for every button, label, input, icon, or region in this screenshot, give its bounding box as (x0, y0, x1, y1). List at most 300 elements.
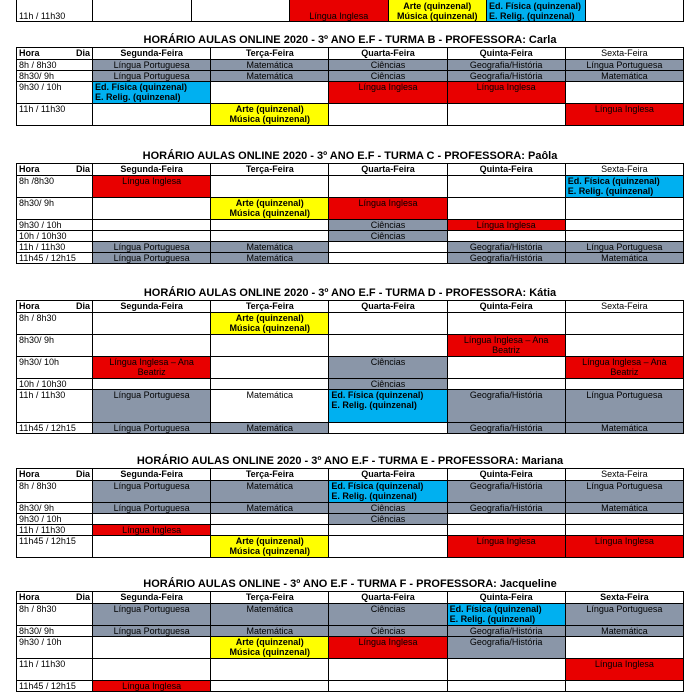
time-slot: 11h / 11h30 (17, 390, 93, 423)
schedule-cell (447, 313, 565, 335)
schedule-cell (329, 242, 447, 253)
subject-label: Matemática (246, 626, 294, 636)
schedule-cell (93, 242, 211, 253)
schedule-cell (447, 231, 565, 242)
schedule-cell (211, 659, 329, 681)
schedule-cell (565, 390, 683, 423)
day-header: Sexta-Feira (565, 48, 683, 60)
subject-label: Matemática (246, 60, 294, 70)
schedule-cell (565, 253, 683, 264)
subject-label: Beatriz (610, 367, 639, 377)
schedule-cell (211, 637, 329, 659)
time-slot: 11h / 11h30 (17, 659, 93, 681)
day-header: Quinta-Feira (447, 301, 565, 313)
subject-label: Língua Inglesa (594, 104, 654, 114)
table-row (17, 220, 684, 231)
schedule-cell (329, 253, 447, 264)
schedule-cell (565, 357, 683, 379)
schedule-cell (93, 60, 211, 71)
table-row (17, 176, 684, 198)
subject-label: Geografia/História (469, 503, 543, 513)
schedule-cell (565, 71, 683, 82)
time-slot: 8h / 8h30 (17, 481, 93, 503)
schedule-title: HORÁRIO AULAS ONLINE 2020 - 3º ANO E.F - TURMA B - PROFESSORA: Carla (143, 34, 557, 46)
time-slot: 8h30/ 9h (17, 71, 93, 82)
time-slot: 11h / 11h30 (17, 0, 93, 22)
schedule-cell (447, 335, 565, 357)
hora-dia-header (17, 48, 93, 60)
schedule-cell (565, 60, 683, 71)
hora-label: Hora (19, 592, 40, 602)
schedule-title: HORÁRIO AULAS ONLINE 2020 - 3º ANO E.F - TURMA E - PROFESSORA: Mariana (136, 455, 564, 467)
subject-label: Língua Portuguesa (113, 253, 190, 263)
day-header: Quinta-Feira (447, 469, 565, 481)
subject-label: Língua Portuguesa (113, 481, 190, 491)
subject-label: Matemática (601, 626, 648, 636)
time-slot: 11h / 11h30 (17, 525, 93, 536)
subject-label: Arte (quinzenal) (403, 1, 472, 11)
time-slot: 9h30 / 10h (17, 82, 93, 104)
subject-label: Ciências (370, 514, 406, 524)
schedule-cell (447, 198, 565, 220)
schedule-cell (93, 637, 211, 659)
schedule-cell (565, 514, 683, 525)
table-row (17, 637, 684, 659)
schedule-cell (211, 604, 329, 626)
schedule-cell (329, 423, 447, 434)
schedule-cell (447, 220, 565, 231)
subject-label: Música (quinzenal) (396, 11, 478, 21)
schedule-cell (93, 423, 211, 434)
schedule-cell (93, 0, 192, 22)
subject-label: Ciências (370, 60, 406, 70)
schedule-table (16, 163, 684, 264)
schedule-table (16, 468, 684, 558)
schedule-cell (388, 0, 487, 22)
schedule-cell (565, 82, 683, 104)
subject-label: E. Relig. (quinzenal) (567, 186, 654, 196)
table-row (17, 525, 684, 536)
time-slot: 8h /8h30 (17, 176, 93, 198)
schedule-cell (211, 626, 329, 637)
schedule-cell (211, 503, 329, 514)
subject-label: Língua Inglesa (122, 681, 182, 691)
schedule-cell (329, 626, 447, 637)
subject-label: Ed. Física (quinzenal) (449, 604, 542, 614)
subject-label: Geografia/História (469, 637, 543, 647)
schedule-cell (329, 357, 447, 379)
schedule-cell (329, 637, 447, 659)
schedule-cell (93, 82, 211, 104)
schedule-cell (211, 60, 329, 71)
subject-label: E. Relig. (quinzenal) (489, 11, 575, 21)
subject-label: Ciências (370, 604, 406, 614)
subject-label: Língua Portuguesa (586, 604, 663, 614)
subject-label: Língua Portuguesa (113, 626, 190, 636)
subject-label: Ciências (370, 71, 406, 81)
schedule-cell (211, 423, 329, 434)
schedule-title: HORÁRIO AULAS ONLINE 2020 - 3º ANO E.F - TURMA C - PROFESSORA: Paôla (142, 150, 558, 162)
schedule-cell (93, 176, 211, 198)
subject-label: Matemática (246, 242, 294, 252)
table-row (17, 503, 684, 514)
subject-label: Ciências (370, 379, 406, 389)
table-row (17, 379, 684, 390)
subject-label: Arte (quinzenal) (235, 104, 304, 114)
schedule-cell (329, 604, 447, 626)
dia-label: Dia (75, 301, 90, 311)
subject-label: Matemática (246, 604, 294, 614)
subject-label: Música (quinzenal) (229, 208, 311, 218)
schedule-section (16, 455, 684, 558)
schedule-cell (565, 681, 683, 692)
day-header: Sexta-Feira (565, 301, 683, 313)
schedule-cell (447, 481, 565, 503)
schedule-cell (565, 659, 683, 681)
time-slot: 9h30/ 10h (17, 357, 93, 379)
table-row (17, 253, 684, 264)
schedule-cell (93, 220, 211, 231)
table-header-row (17, 48, 684, 60)
schedule-cell (329, 313, 447, 335)
schedule-title: HORÁRIO AULAS ONLINE 2020 - 3º ANO E.F - TURMA D - PROFESSORA: Kátia (143, 287, 557, 299)
schedule-cell (93, 71, 211, 82)
time-slot: 10h / 10h30 (17, 231, 93, 242)
time-slot: 8h30/ 9h (17, 335, 93, 357)
schedule-cell (290, 0, 389, 22)
day-header: Segunda-Feira (93, 301, 211, 313)
subject-label: Matemática (601, 71, 648, 81)
schedule-cell (585, 0, 684, 22)
hora-dia-header (17, 164, 93, 176)
schedule-cell (565, 335, 683, 357)
schedule-cell (565, 198, 683, 220)
schedule-cell (329, 231, 447, 242)
time-slot: 11h / 11h30 (17, 104, 93, 126)
subject-label: Geografia/História (469, 71, 543, 81)
table-row (17, 604, 684, 626)
table-row (17, 104, 684, 126)
subject-label: Língua Inglesa (594, 536, 654, 546)
table-row (17, 60, 684, 71)
subject-label: E. Relig. (quinzenal) (95, 92, 181, 102)
subject-label: Geografia/História (469, 60, 543, 70)
schedule-cell (93, 536, 211, 558)
subject-label: Música (quinzenal) (229, 114, 311, 124)
schedule-cell (329, 514, 447, 525)
table-row (17, 335, 684, 357)
subject-label: Música (quinzenal) (229, 323, 311, 333)
schedule-cell (93, 659, 211, 681)
table-row (17, 0, 684, 22)
schedule-cell (93, 390, 211, 423)
schedule-cell (329, 71, 447, 82)
day-header: Segunda-Feira (93, 469, 211, 481)
day-header: Terça-Feira (211, 164, 329, 176)
time-slot: 8h / 8h30 (17, 313, 93, 335)
schedule-cell (565, 637, 683, 659)
subject-label: Língua Portuguesa (113, 503, 190, 513)
subject-label: Matemática (246, 423, 294, 433)
hora-dia-header (17, 301, 93, 313)
day-header: Quarta-Feira (329, 48, 447, 60)
subject-label: Arte (quinzenal) (235, 198, 304, 208)
schedule-cell (447, 681, 565, 692)
schedule-cell (329, 379, 447, 390)
hora-label: Hora (19, 164, 40, 174)
dia-label: Dia (75, 164, 90, 174)
day-header: Terça-Feira (211, 592, 329, 604)
subject-label: Língua Portuguesa (586, 242, 663, 252)
time-slot: 8h30/ 9h (17, 198, 93, 220)
schedule-cell (211, 536, 329, 558)
schedule-cell (447, 379, 565, 390)
schedule-cell (329, 481, 447, 503)
day-header: Quarta-Feira (329, 164, 447, 176)
subject-label: E. Relig. (quinzenal) (331, 491, 417, 501)
subject-label: Língua Inglesa (594, 659, 654, 669)
schedule-section (16, 578, 684, 692)
subject-label: Língua Portuguesa (586, 60, 663, 70)
schedule-cell (211, 82, 329, 104)
subject-label: Ed. Física (quinzenal) (95, 82, 188, 92)
schedule-cell (565, 423, 683, 434)
subject-label: Língua Inglesa (358, 637, 418, 647)
day-header: Terça-Feira (211, 469, 329, 481)
subject-label: Ciências (370, 231, 406, 241)
subject-label: Música (quinzenal) (229, 546, 311, 556)
schedule-cell (487, 0, 586, 22)
time-slot: 8h / 8h30 (17, 604, 93, 626)
schedule-cell (447, 82, 565, 104)
table-row (17, 626, 684, 637)
schedule-cell (211, 231, 329, 242)
table-row (17, 481, 684, 503)
schedule-cell (211, 242, 329, 253)
schedule-cell (191, 0, 290, 22)
schedule-cell (93, 503, 211, 514)
schedule-cell (565, 104, 683, 126)
schedule-cell (565, 626, 683, 637)
subject-label: Ed. Física (quinzenal) (567, 176, 660, 186)
schedule-cell (211, 525, 329, 536)
schedule-cell (329, 659, 447, 681)
schedule-cell (329, 503, 447, 514)
subject-label: Matemática (601, 423, 648, 433)
table-header-row (17, 469, 684, 481)
schedule-table (16, 47, 684, 126)
subject-label: Arte (quinzenal) (235, 313, 304, 323)
day-header: Segunda-Feira (93, 164, 211, 176)
schedule-cell (93, 335, 211, 357)
schedule-cell (93, 357, 211, 379)
schedule-cell (565, 231, 683, 242)
schedule-cell (447, 659, 565, 681)
subject-label: Língua Inglesa (358, 82, 418, 92)
day-header: Quinta-Feira (447, 592, 565, 604)
day-header: Quinta-Feira (447, 48, 565, 60)
subject-label: Geografia/História (469, 481, 543, 491)
time-slot: 9h30 / 10h (17, 220, 93, 231)
day-header: Segunda-Feira (93, 592, 211, 604)
dia-label: Dia (75, 592, 90, 602)
subject-label: Geografia/História (469, 626, 543, 636)
schedule-title: HORÁRIO AULAS ONLINE - 3º ANO E.F - TURMA F - PROFESSORA: Jacqueline (143, 578, 557, 590)
table-row (17, 536, 684, 558)
schedule-cell (447, 604, 565, 626)
subject-label: Língua Inglesa (122, 176, 182, 186)
subject-label: Ciências (370, 503, 406, 513)
schedule-cell (93, 604, 211, 626)
time-slot: 9h30 / 10h (17, 637, 93, 659)
schedule-cell (565, 481, 683, 503)
time-slot: 8h / 8h30 (17, 60, 93, 71)
schedule-cell (329, 104, 447, 126)
schedule-cell (447, 176, 565, 198)
subject-label: Matemática (601, 253, 648, 263)
subject-label: Ed. Física (quinzenal) (331, 481, 424, 491)
table-row (17, 514, 684, 525)
subject-label: Língua Inglesa (309, 11, 369, 21)
subject-label: Língua Inglesa (358, 198, 418, 208)
subject-label: Língua Inglesa (476, 536, 536, 546)
schedule-cell (211, 481, 329, 503)
subject-label: Arte (quinzenal) (235, 637, 304, 647)
table-row (17, 681, 684, 692)
subject-label: Música (quinzenal) (229, 647, 311, 657)
subject-label: Língua Portuguesa (113, 242, 190, 252)
day-header: Quarta-Feira (329, 469, 447, 481)
day-header: Terça-Feira (211, 48, 329, 60)
time-slot: 8h30/ 9h (17, 626, 93, 637)
day-header: Segunda-Feira (93, 48, 211, 60)
schedule-cell (93, 481, 211, 503)
dia-label: Dia (75, 48, 90, 58)
time-slot: 10h / 10h30 (17, 379, 93, 390)
schedule-cell (211, 253, 329, 264)
schedule-cell (211, 176, 329, 198)
subject-label: Matemática (246, 481, 294, 491)
schedule-cell (447, 104, 565, 126)
hora-label: Hora (19, 469, 40, 479)
subject-label: Geografia/História (469, 390, 543, 400)
subject-label: Língua Portuguesa (113, 423, 190, 433)
subject-label: Matemática (246, 390, 294, 400)
schedule-cell (447, 514, 565, 525)
schedule-cell (329, 536, 447, 558)
subject-label: Língua Inglesa – Ana (463, 335, 549, 345)
table-row (17, 357, 684, 379)
schedule-cell (211, 335, 329, 357)
schedule-table (16, 591, 684, 692)
schedule-cell (93, 379, 211, 390)
schedule-cell (211, 104, 329, 126)
schedule-cell (447, 637, 565, 659)
schedule-cell (447, 253, 565, 264)
schedule-cell (447, 71, 565, 82)
table-row (17, 423, 684, 434)
schedule-cell (565, 242, 683, 253)
subject-label: Matemática (601, 503, 648, 513)
schedule-cell (211, 313, 329, 335)
subject-label: Língua Portuguesa (113, 71, 190, 81)
schedule-cell (329, 82, 447, 104)
subject-label: Língua Portuguesa (113, 60, 190, 70)
schedule-cell (329, 335, 447, 357)
table-header-row (17, 164, 684, 176)
time-slot: 8h30/ 9h (17, 503, 93, 514)
schedule-cell (93, 104, 211, 126)
schedule-cell (93, 514, 211, 525)
subject-label: Língua Inglesa – Ana (582, 357, 667, 367)
day-header: Quarta-Feira (329, 301, 447, 313)
schedule-cell (211, 71, 329, 82)
subject-label: Geografia/História (469, 242, 543, 252)
partial-table-top (16, 0, 684, 22)
subject-label: Língua Portuguesa (586, 390, 663, 400)
day-header: Terça-Feira (211, 301, 329, 313)
schedule-cell (447, 60, 565, 71)
time-slot: 9h30 / 10h (17, 514, 93, 525)
schedule-cell (447, 503, 565, 514)
schedule-cell (447, 536, 565, 558)
table-header-row (17, 301, 684, 313)
subject-label: Beatriz (137, 367, 166, 377)
schedule-cell (329, 390, 447, 423)
subject-label: Ed. Física (quinzenal) (489, 1, 582, 11)
schedule-cell (565, 313, 683, 335)
schedule-cell (565, 536, 683, 558)
schedule-cell (447, 626, 565, 637)
subject-label: Matemática (246, 71, 294, 81)
subject-label: Beatriz (492, 345, 521, 355)
schedule-cell (447, 242, 565, 253)
schedule-cell (329, 681, 447, 692)
table-row (17, 82, 684, 104)
schedule-cell (329, 60, 447, 71)
schedule-section (16, 150, 684, 264)
subject-label: Ciências (370, 357, 406, 367)
schedule-section (16, 287, 684, 434)
hora-label: Hora (19, 48, 40, 58)
schedule-cell (211, 379, 329, 390)
subject-label: Língua Inglesa – Ana (109, 357, 194, 367)
schedule-section (16, 34, 684, 126)
schedule-table-partial (16, 0, 684, 22)
schedule-cell (93, 313, 211, 335)
schedule-cell (447, 525, 565, 536)
day-header: Sexta-Feira (565, 164, 683, 176)
subject-label: Matemática (246, 503, 294, 513)
schedule-cell (447, 390, 565, 423)
table-row (17, 659, 684, 681)
subject-label: Língua Portuguesa (113, 390, 190, 400)
table-row (17, 390, 684, 423)
schedule-cell (211, 514, 329, 525)
schedule-cell (565, 176, 683, 198)
table-row (17, 71, 684, 82)
subject-label: Ciências (370, 626, 406, 636)
day-header: Sexta-Feira (565, 592, 683, 604)
schedule-cell (93, 253, 211, 264)
table-row (17, 242, 684, 253)
table-row (17, 198, 684, 220)
schedule-table (16, 300, 684, 434)
schedule-cell (329, 525, 447, 536)
subject-label: Ciências (370, 220, 406, 230)
subject-label: Geografia/História (469, 253, 543, 263)
hora-label: Hora (19, 301, 40, 311)
